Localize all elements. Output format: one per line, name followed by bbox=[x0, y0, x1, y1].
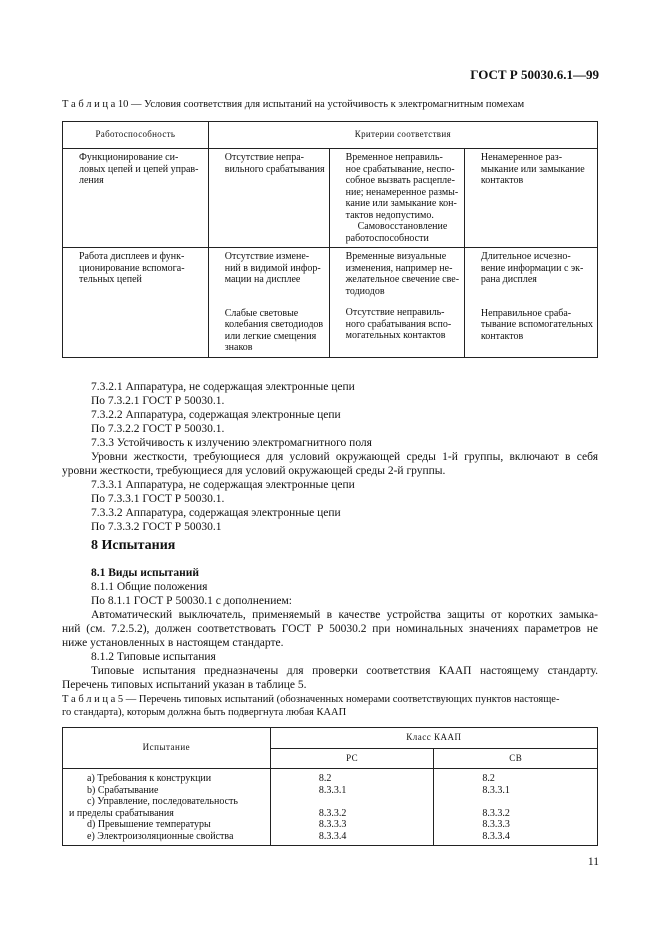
table-row bbox=[63, 831, 598, 846]
clause-ref-cell bbox=[434, 796, 598, 808]
table-row bbox=[63, 808, 598, 820]
clause-7-3-3-2: 7.3.3.2 Аппаратура, содержащая электронные цепи bbox=[91, 507, 341, 519]
header-criteria: Критерии соответствия bbox=[208, 122, 597, 149]
clause-7-3-2-1: 7.3.2.1 Аппаратура, не содержащая электронные цепи bbox=[91, 381, 355, 393]
clause-text: По 7.3.2.1 ГОСТ Р 50030.1. bbox=[91, 395, 225, 407]
table-row bbox=[63, 819, 598, 831]
test-name-cell: e) Электроизоляционные свойства bbox=[63, 831, 271, 846]
paragraph-line: уровни жесткости, требующиеся для условий окружающей среды 2-й группы. bbox=[62, 465, 446, 477]
table-5 bbox=[62, 727, 598, 846]
header-operability: Работоспособность bbox=[63, 122, 209, 149]
test-name-cell: b) Срабатывание bbox=[63, 785, 271, 797]
test-name-cell: и пределы срабатывания bbox=[63, 808, 271, 820]
clause-text: По 7.3.2.2 ГОСТ Р 50030.1. bbox=[91, 423, 225, 435]
table10-caption: Т а б л и ц а 10 — Условия соответствия для испытаний на устойчивость к электромагнитным помехам bbox=[62, 99, 525, 110]
clause-ref-cell: 8.3.3.1 bbox=[434, 785, 598, 797]
clause-ref-cell bbox=[270, 796, 434, 808]
header-cb: СВ bbox=[434, 748, 598, 769]
section-8-1-heading: 8.1 Виды испытаний bbox=[91, 567, 199, 579]
header-class: Класс КААП bbox=[270, 728, 597, 749]
clause-ref-cell: 8.3.3.2 bbox=[270, 808, 434, 820]
table-row bbox=[63, 785, 598, 797]
clause-ref-cell: 8.3.3.4 bbox=[270, 831, 434, 846]
table-row: Функционирование си- ловых цепей и цепей управ- ления Отсутствие непра- вильного срабатывания Временное неправиль- ное срабатывание, неспо- собное вызвать расцепле- ние; ненамеренное размы- кание или замыкание кон- тактов недопустимо. Самовосстановление работоспособности Ненамеренное раз- мыкание или замыкание контактов bbox=[63, 149, 598, 248]
clause-ref-cell: 8.2 bbox=[434, 769, 598, 785]
clause-text: По 7.3.3.2 ГОСТ Р 50030.1 bbox=[91, 521, 222, 533]
paragraph-line: Перечень типовых испытаний указан в таблице 5. bbox=[62, 679, 307, 691]
clause-ref-cell: 8.2 bbox=[270, 769, 434, 785]
clause-7-3-3: 7.3.3 Устойчивость к излучению электромагнитного поля bbox=[91, 437, 372, 449]
table-row: Работа дисплеев и функ- ционирование вспомога- тельных цепей Отсутствие измене- ний в видимой инфор- мации на дисплее Слабые световые колебания светодиодов или легкие смещения знаков Временные визуальные изменения, например не- желательное свечение све- тодиодов Отсутствие неправиль- ного срабатывания вспо- могательных контактов Длительное исчезно- вение информации с эк- рана дисплея Неправильное сраба- тывание вспомогательных контактов bbox=[63, 248, 598, 358]
table-row bbox=[63, 769, 598, 785]
paragraph-line: Типовые испытания предназначены для проверки соответствия КААП настоящему стандарту. bbox=[91, 665, 598, 677]
paragraph-line: Автоматический выключатель, применяемый в качестве устройства защиты от коротких замыка- bbox=[91, 609, 598, 621]
header-pc: РС bbox=[270, 748, 434, 769]
clause-ref-cell: 8.3.3.4 bbox=[434, 831, 598, 846]
table-row bbox=[63, 796, 598, 808]
test-name-cell: c) Управление, последовательность bbox=[63, 796, 271, 808]
table5-caption: Т а б л и ц а 5 — Перечень типовых испытаний (обозначенных номерами соответствующих пунктов настояще- го стандарта), которым должна быть подвергнута любая КААП bbox=[62, 694, 560, 718]
test-name-cell: a) Требования к конструкции bbox=[63, 769, 271, 785]
clause-7-3-2-2: 7.3.2.2 Аппаратура, содержащая электронные цепи bbox=[91, 409, 341, 421]
page-number: 11 bbox=[587, 856, 599, 868]
clause-ref-cell: 8.3.3.1 bbox=[270, 785, 434, 797]
clause-7-3-3-1: 7.3.3.1 Аппаратура, не содержащая электронные цепи bbox=[91, 479, 355, 491]
paragraph-line: По 8.1.1 ГОСТ Р 50030.1 с дополнением: bbox=[91, 595, 292, 607]
document-code: ГОСТ Р 50030.6.1—99 bbox=[470, 67, 599, 82]
paragraph-line: ний (см. 7.2.5.2), должен соответствовать ГОСТ Р 50030.2 при номинальных значениях параметров не bbox=[62, 623, 598, 635]
clause-text: По 7.3.3.1 ГОСТ Р 50030.1. bbox=[91, 493, 225, 505]
header-test: Испытание bbox=[63, 728, 271, 769]
clause-8-1-2: 8.1.2 Типовые испытания bbox=[91, 651, 216, 663]
test-name-cell: d) Превышение температуры bbox=[63, 819, 271, 831]
clause-ref-cell: 8.3.3.2 bbox=[434, 808, 598, 820]
section-8-heading: 8 Испытания bbox=[91, 538, 176, 553]
paragraph-line: ниже установленных в настоящем стандарте. bbox=[62, 637, 284, 649]
table-10 bbox=[62, 121, 598, 358]
clause-ref-cell: 8.3.3.3 bbox=[270, 819, 434, 831]
paragraph-line: Уровни жесткости, требующиеся для условий окружающей среды 1-й группы, включают в себя bbox=[91, 451, 598, 463]
clause-8-1-1: 8.1.1 Общие положения bbox=[91, 581, 208, 593]
clause-ref-cell: 8.3.3.3 bbox=[434, 819, 598, 831]
